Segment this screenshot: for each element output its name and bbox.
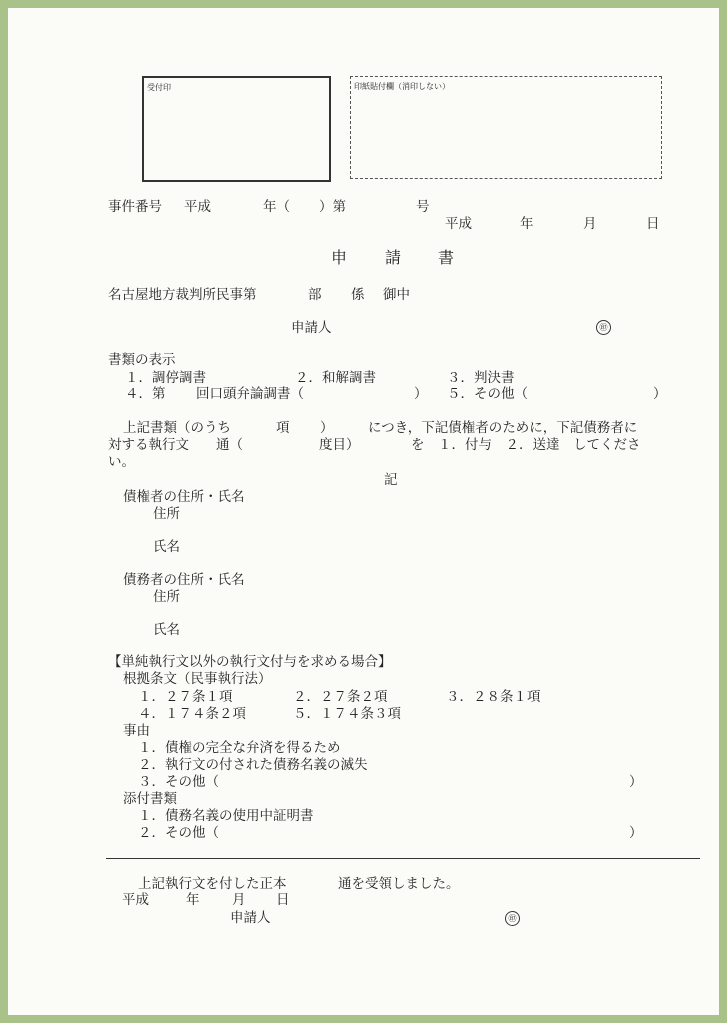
court-dept: 部 <box>308 287 322 303</box>
reason-heading: 事由 <box>123 723 150 739</box>
reason-option-1: １．債権の完全な弁済を得るため <box>138 740 341 756</box>
basis-option-5: ５．１７４条３項 <box>293 706 401 722</box>
receipt-divider <box>106 858 700 859</box>
debtor-heading: 債務者の住所・氏名 <box>123 572 245 588</box>
body-line-2b: 通（ <box>216 437 243 453</box>
doc-type-option-2: ２．和解調書 <box>295 370 376 386</box>
attachment-option-2-close: ） <box>629 825 643 841</box>
case-year: 年（ <box>263 199 290 215</box>
body-line-1a: 上記書類（のうち <box>123 420 231 436</box>
receipt-day: 日 <box>276 892 290 908</box>
receipt-applicant-label: 申請人 <box>230 910 271 926</box>
body-line-2d: を １．付与 ２．送達 してくださ <box>411 437 641 453</box>
document-title-char-1: 申 <box>331 248 348 267</box>
applicant-label: 申請人 <box>291 320 332 336</box>
receipt-year: 年 <box>186 892 200 908</box>
reason-option-3-close: ） <box>629 774 643 790</box>
document-title-char-2: 請 <box>385 248 402 267</box>
court-name: 名古屋地方裁判所民事第 <box>108 287 257 303</box>
receipt-era: 平成 <box>122 892 149 908</box>
creditor-address-label: 住所 <box>153 506 180 522</box>
applicant-seal: ㊞ <box>596 320 611 335</box>
doc-type-option-5-close: ） <box>653 386 667 402</box>
body-line-2a: 対する執行文 <box>108 437 189 453</box>
body-line-3: い。 <box>108 454 135 470</box>
attachment-option-1: １．債務名義の使用中証明書 <box>138 808 314 824</box>
revenue-stamp-label: 印紙貼付欄（消印しない） <box>354 82 450 91</box>
date-era: 平成 <box>445 216 472 232</box>
revenue-stamp-box <box>350 76 662 179</box>
case-paren-close: ）第 <box>319 199 346 215</box>
basis-option-4: ４．１７４条２項 <box>138 706 246 722</box>
doc-type-option-4-close: ） <box>414 386 428 402</box>
body-line-1b: 項 <box>276 420 290 436</box>
receipt-month: 月 <box>232 892 246 908</box>
debtor-address-label: 住所 <box>153 589 180 605</box>
receipt-line-1a: 上記執行文を付した正本 <box>138 876 287 892</box>
basis-heading: 根拠条文（民事執行法） <box>123 671 272 687</box>
body-line-1c: ） <box>320 420 334 436</box>
date-day: 日 <box>646 216 660 232</box>
basis-option-2: ２．２７条２項 <box>293 689 388 705</box>
doc-type-heading: 書類の表示 <box>108 352 176 368</box>
body-line-1d: につき，下記債権者のために，下記債務者に <box>368 420 638 436</box>
date-month: 月 <box>583 216 597 232</box>
creditor-name-label: 氏名 <box>153 539 180 555</box>
date-year: 年 <box>520 216 534 232</box>
case-number-suffix: 号 <box>416 199 430 215</box>
court-section: 係 <box>351 287 365 303</box>
document-page <box>8 8 719 1015</box>
body-line-2c: 度目） <box>319 437 360 453</box>
creditor-heading: 債権者の住所・氏名 <box>123 489 245 505</box>
receipt-stamp-label: 受付印 <box>147 83 171 92</box>
reason-option-2: ２．執行文の付された債務名義の滅失 <box>138 757 368 773</box>
special-heading: 【単純執行文以外の執行文付与を求める場合】 <box>108 654 392 670</box>
doc-type-option-3: ３．判決書 <box>447 370 515 386</box>
receipt-applicant-seal: ㊞ <box>505 911 520 926</box>
doc-type-option-5: ５．その他（ <box>447 386 528 402</box>
attachment-option-2: ２．その他（ <box>138 825 219 841</box>
basis-option-3: ３．２８条１項 <box>446 689 541 705</box>
attachments-heading: 添付書類 <box>123 791 177 807</box>
doc-type-option-1: １．調停調書 <box>125 370 206 386</box>
case-era: 平成 <box>184 199 211 215</box>
reason-option-3: ３．その他（ <box>138 774 219 790</box>
receipt-stamp-box <box>142 76 331 182</box>
doc-type-option-4: ４．第 <box>125 386 166 402</box>
basis-option-1: １．２７条１項 <box>138 689 233 705</box>
doc-type-option-4-text: 回口頭弁論調書（ <box>196 386 304 402</box>
debtor-name-label: 氏名 <box>153 622 180 638</box>
receipt-line-1b: 通を受領しました。 <box>338 876 460 892</box>
document-title-char-3: 書 <box>438 248 455 267</box>
case-number-label: 事件番号 <box>108 199 162 215</box>
court-onchu: 御中 <box>383 287 410 303</box>
ki-label: 記 <box>384 472 398 488</box>
